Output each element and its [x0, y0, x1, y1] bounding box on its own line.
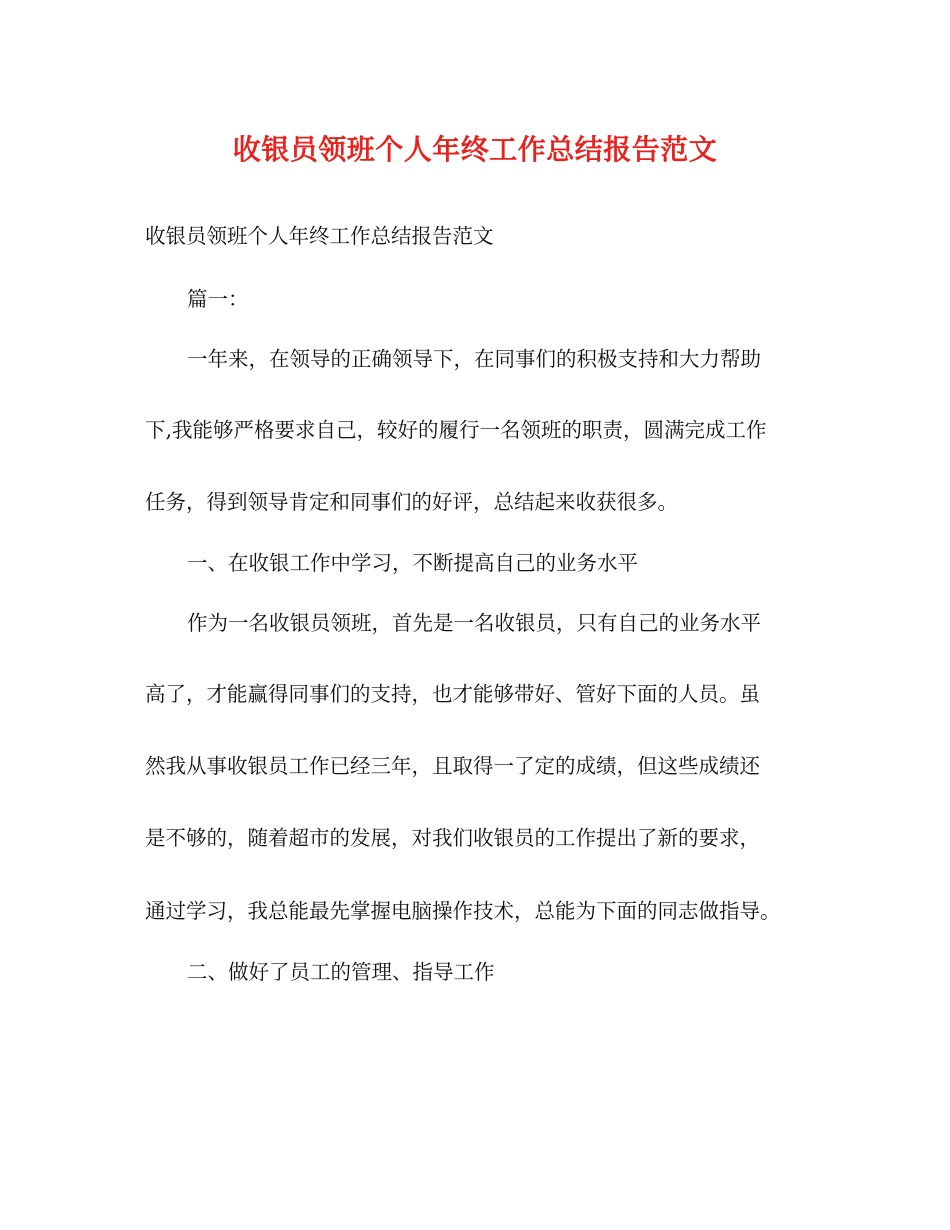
- section-heading: 二、做好了员工的管理、指导工作: [187, 960, 495, 984]
- paragraph-line: 一年来，在领导的正确领导下，在同事们的积极支持和大力帮助: [187, 347, 761, 371]
- paragraph-line: 任务，得到领导肯定和同事们的好评，总结起来收获很多。: [145, 490, 678, 514]
- document-title: 收银员领班个人年终工作总结报告范文: [232, 133, 718, 166]
- paragraph-line: 高了，才能赢得同事们的支持，也才能够带好、管好下面的人员。虽: [145, 682, 760, 706]
- section-label: 篇一：: [187, 287, 249, 311]
- paragraph-line: 是不够的，随着超市的发展，对我们收银员的工作提出了新的要求，: [145, 826, 760, 850]
- paragraph-line: 作为一名收银员领班，首先是一名收银员，只有自己的业务水平: [187, 611, 761, 635]
- subtitle-line: 收银员领班个人年终工作总结报告范文: [145, 224, 494, 248]
- paragraph-line: 下,我能够严格要求自己，较好的履行一名领班的职责，圆满完成工作: [145, 418, 767, 442]
- section-heading: 一、在收银工作中学习，不断提高自己的业务水平: [187, 551, 638, 575]
- paragraph-line: 然我从事收银员工作已经三年，且取得一了定的成绩，但这些成绩还: [145, 754, 760, 778]
- paragraph-line: 通过学习，我总能最先掌握电脑操作技术，总能为下面的同志做指导。: [145, 899, 781, 923]
